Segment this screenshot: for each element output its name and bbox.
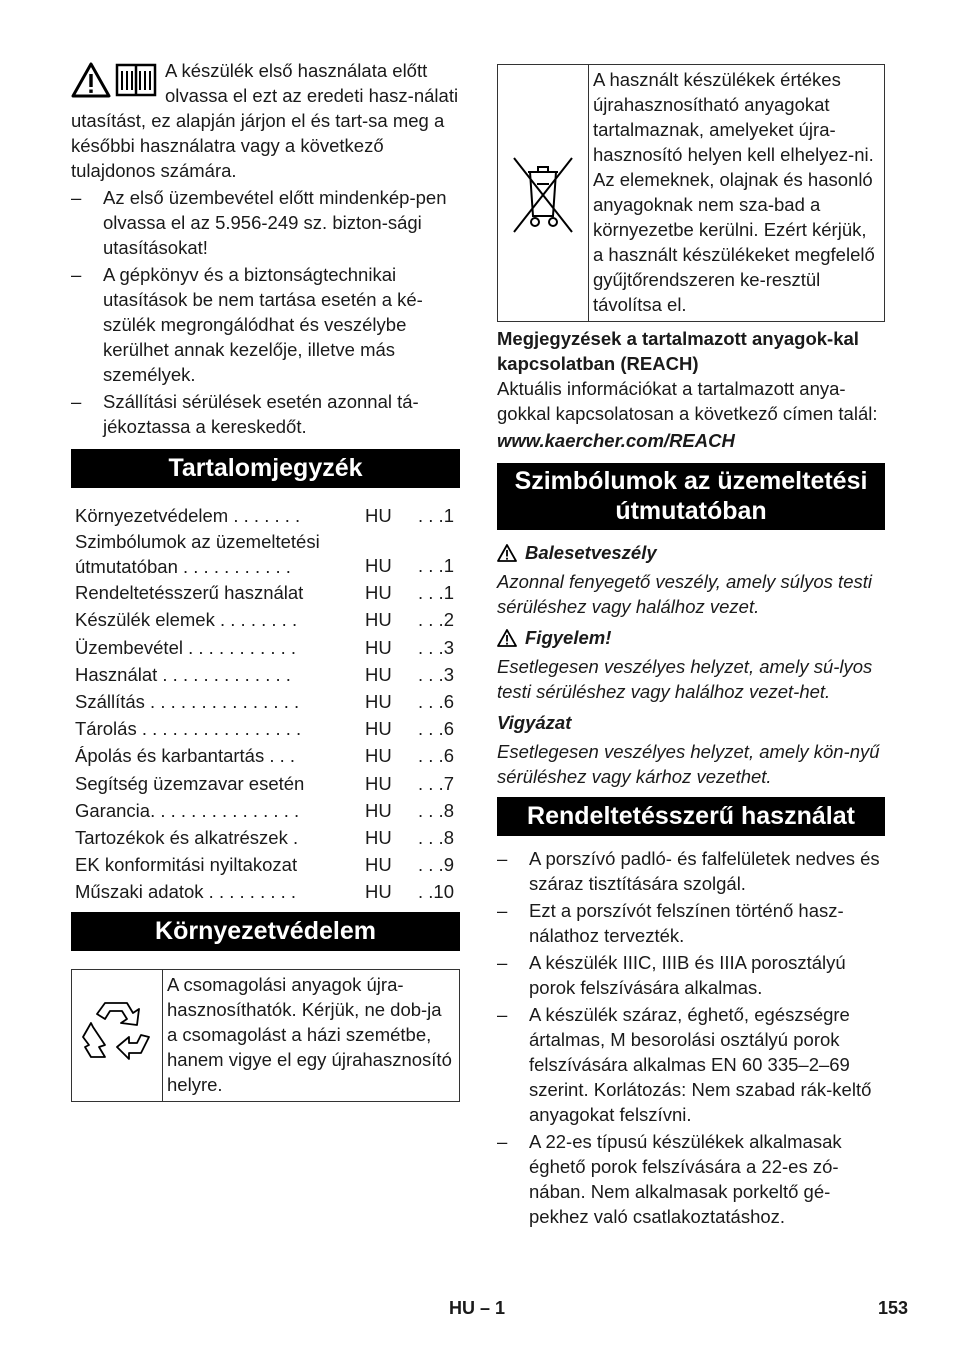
list-item [497,898,885,948]
toc-title: Szimbólumok az üzemeltetési útmutatóban . . . . . . . . . . . [75,531,320,578]
toc-row[interactable] [75,606,460,633]
weee-box [497,64,885,322]
toc-page: . . .6 [418,745,454,767]
reach-text: Aktuális információkat a tartalmazott anya-gokkal kapcsolatosan a következő címen talál: [497,378,878,424]
toc-title: Tartozékok és alkatrészek . [75,827,299,849]
toc-title: Segítség üzemzavar esetén [75,772,305,794]
symbols-heading [497,463,885,530]
toc-page: . . .1 [418,505,454,526]
toc-row[interactable] [75,742,460,769]
toc-lang: HU [365,636,392,658]
toc-lang: HU [365,854,392,876]
toc-page: . . .2 [418,609,454,631]
toc-lang: HU [365,799,392,821]
toc-heading: Tartalomjegyzék [71,449,460,488]
toc-title: Készülék elemek . . . . . . . . [75,609,298,631]
toc-page: . . .1 [418,555,454,576]
dash-mark: – [497,1131,508,1152]
toc-page: . . .6 [418,718,454,740]
danger-title: Balesetveszély [525,542,657,563]
recycle-icon [79,997,155,1073]
toc-page: . . .9 [418,854,454,876]
list-item-text: A készülék IIIC, IIIB és IIIA porosztályú porok felszívására alkalmas. [529,952,846,998]
toc-row[interactable] [75,529,460,579]
warning-triangle-icon [497,544,517,562]
danger-text: Azonnal fenyegető veszély, amely súlyos testi sérüléshez vagy halálhoz vezet. [497,571,872,617]
toc-row[interactable] [75,688,460,715]
crossed-out-bin-icon [508,150,578,236]
intro-list [71,185,460,439]
footer-lang-page: HU – 1 [449,1298,506,1318]
toc-lang: HU [365,505,392,526]
toc-row[interactable] [75,878,460,905]
toc-title: Garancia. . . . . . . . . . . . . . . [75,799,300,821]
dash-mark: – [497,900,508,921]
list-item [71,262,460,387]
weee-icon-cell [498,65,589,321]
table-of-contents [75,502,460,906]
page-number: 153 [878,1298,909,1318]
weee-text: A használt készülékek értékes újrahasznosítható anyagokat tartalmaznak, amelyeket újra-hasznosító helyen kell elhelyez-ni. Az elemeknek, olajnak és hasonló anyagoknak nem sza-bad a környezetbe kerülni. Ezért kérjük, a használt készülékeket megfelelő gyűjtőrendszeren ke-resztül távolítsa el. [593,69,875,315]
toc-page: . .10 [418,881,454,903]
toc-page: . . .1 [418,582,454,604]
warning-heading [497,625,885,650]
warning-triangle-icon [71,62,111,98]
toc-row[interactable] [75,634,460,661]
list-item [497,1129,885,1229]
toc-title: Tárolás . . . . . . . . . . . . . . . . [75,718,302,740]
warning-text: Esetlegesen veszélyes helyzet, amely sú-lyos testi sérüléshez vagy halálhoz vezet-het. [497,656,873,702]
list-item-text: A készülék száraz, éghető, egészségre ártalmas, M besorolási osztályú porok felszívására alkalmas EN 60 335–2–69 szerint. Korlátozás: Nem szabad rák-keltő anyagokat felszívni. [529,1004,872,1125]
toc-row[interactable] [75,661,460,688]
toc-lang: HU [365,582,392,604]
dash-mark: – [71,391,82,412]
toc-lang: HU [365,772,392,794]
list-item-text: A gépkönyv és a biztonságtechnikai utasítások be nem tartása esetén a ké-szülék megrongálódhat és veszélybe kerülhet annak kezelője, illetve más személyek. [103,264,423,385]
list-item [497,950,885,1000]
dash-mark: – [497,848,508,869]
warning-title: Figyelem! [525,627,612,648]
danger-heading [497,540,885,565]
intro-block [71,58,460,183]
intended-use-list [497,846,885,1229]
toc-lang: HU [365,718,392,740]
caution-title: Vigyázat [497,712,572,733]
dash-mark: – [497,952,508,973]
warning-triangle-icon [497,629,517,647]
caution-text: Esetlegesen veszélyes helyzet, amely kön-nyű sérüléshez vagy kárhoz vezethet. [497,741,880,787]
toc-lang: HU [365,555,392,576]
list-item-text: A 22-es típusú készülékek alkalmasak éghető porok felszívására a 22-es zó-nában. Nem alkalmasak porkeltő gé-pekhez való csatlakoztatáshoz. [529,1131,842,1227]
toc-title: Rendeltetésszerű használat [75,582,304,604]
recycle-text: A csomagolási anyagok újra-hasznosíthatók. Kérjük, ne dob-ja a csomagolást a házi szemétbe, hanem vigye el egy újrahasznosító helyre. [167,973,452,1095]
environment-heading: Környezetvédelem [71,912,460,951]
left-column [71,58,460,1102]
toc-lang: HU [365,745,392,767]
toc-row[interactable] [75,715,460,742]
toc-lang: HU [365,609,392,631]
toc-page: . . .8 [418,799,454,821]
recycle-icon-cell [72,970,163,1101]
toc-row[interactable] [75,797,460,824]
toc-lang: HU [365,663,392,685]
symbols-heading-line2: útmutatóban [615,497,767,525]
list-item-text: A porszívó padló- és falfelületek nedves és száraz tisztítására szolgál. [529,848,880,894]
list-item-text: Szállítási sérülések esetén azonnal tá-jékoztassa a kereskedőt. [103,391,419,437]
dash-mark: – [71,187,82,208]
toc-row[interactable] [75,824,460,851]
toc-page: . . .8 [418,827,454,849]
toc-page: . . .3 [418,636,454,658]
list-item-text: Az első üzembevétel előtt mindenkép-pen olvassa el az 5.956-249 sz. bizton-sági utasításokat! [103,187,447,258]
list-item [497,1002,885,1127]
intro-text: A készülék első használata előtt olvassa el ezt az eredeti hasz-nálati utasítást, ez alapján járjon el és tart-sa meg a későbbi használatra vagy a következő tulajdonos számára. [71,60,459,181]
toc-row[interactable] [75,770,460,797]
toc-page: . . .7 [418,772,454,794]
right-column [497,64,885,1231]
list-item-text: Ezt a porszívót felszínen történő hasz-nálathoz tervezték. [529,900,844,946]
toc-title: Műszaki adatok . . . . . . . . . [75,881,297,903]
toc-row[interactable] [75,502,460,529]
dash-mark: – [71,264,82,285]
toc-page: . . .3 [418,663,454,685]
intended-use-heading: Rendeltetésszerű használat [497,797,885,836]
list-item [71,389,460,439]
toc-page: . . .6 [418,691,454,713]
toc-row[interactable] [75,851,460,878]
reach-url[interactable]: www.kaercher.com/REACH [497,430,735,451]
dash-mark: – [497,1004,508,1025]
toc-title: Használat . . . . . . . . . . . . . [75,663,291,685]
symbols-heading-line1: Szimbólumok az üzemeltetési [514,467,868,495]
recycle-box [71,969,460,1102]
toc-lang: HU [365,881,392,903]
toc-title: Környezetvédelem . . . . . . . [75,505,301,526]
toc-title: EK konformitási nyiltakozat [75,854,298,876]
toc-title: Üzembevétel . . . . . . . . . . . [75,636,297,658]
toc-lang: HU [365,691,392,713]
manual-book-icon [115,62,157,98]
reach-heading: Megjegyzések a tartalmazott anyagok-kal kapcsolatban (REACH) [497,328,859,374]
list-item [71,185,460,260]
list-item [497,846,885,896]
toc-lang: HU [365,827,392,849]
toc-row[interactable] [75,579,460,606]
toc-title: Ápolás és karbantartás . . . [75,745,296,767]
intro-icons [71,62,157,98]
toc-title: Szállítás . . . . . . . . . . . . . . . [75,691,300,713]
